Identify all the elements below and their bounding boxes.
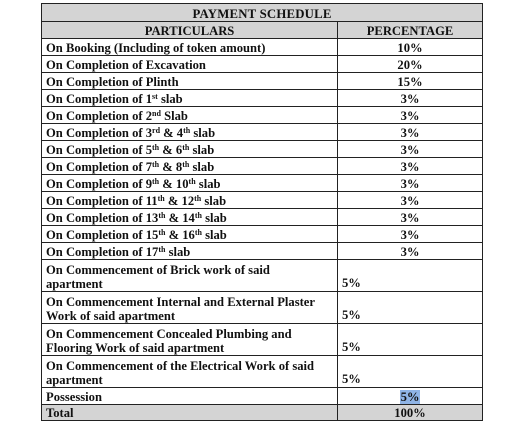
table-row: [42, 124, 483, 141]
percentage: 5%: [338, 260, 483, 292]
particular: On Completion of Plinth: [42, 73, 338, 90]
table-row: [42, 73, 483, 90]
percentage: 10%: [338, 39, 483, 56]
table-row: [42, 209, 483, 226]
particular: On Completion of 3rd & 4th slab: [42, 124, 338, 141]
percentage: 3%: [338, 192, 483, 209]
particular: On Completion of 17th slab: [42, 243, 338, 260]
payment-schedule: [41, 3, 482, 421]
particular: On Completion of 9th & 10th slab: [42, 175, 338, 192]
percentage: 3%: [338, 243, 483, 260]
particular: On Commencement Concealed Plumbing and Flooring Work of said apartment: [42, 324, 338, 356]
percentage: 3%: [338, 226, 483, 243]
particular: On Commencement of Brick work of said apartment: [42, 260, 338, 292]
table-row: [42, 107, 483, 124]
table-row: [42, 260, 483, 292]
total-percentage: 100%: [338, 405, 483, 421]
percentage: 3%: [338, 90, 483, 107]
table-row: [42, 56, 483, 73]
table-row: [42, 292, 483, 324]
percentage: 3%: [338, 141, 483, 158]
table-row: [42, 141, 483, 158]
table-row: [42, 192, 483, 209]
percentage: 5%: [338, 324, 483, 356]
percentage: 3%: [338, 158, 483, 175]
table-row: [42, 324, 483, 356]
particular: On Completion of Excavation: [42, 56, 338, 73]
percentage: 3%: [338, 124, 483, 141]
table-row: [42, 158, 483, 175]
table-row-possession: [42, 388, 483, 405]
particular: On Completion of 15th & 16th slab: [42, 226, 338, 243]
particular: On Booking (Including of token amount): [42, 39, 338, 56]
percentage: 3%: [338, 107, 483, 124]
particular: On Completion of 1st slab: [42, 90, 338, 107]
particular: Possession: [42, 388, 338, 405]
percentage: 5%: [338, 292, 483, 324]
particular: On Completion of 7th & 8th slab: [42, 158, 338, 175]
payment-schedule-table: [41, 3, 483, 421]
table-title-row: [42, 4, 483, 22]
percentage: 20%: [338, 56, 483, 73]
particular: On Completion of 11th & 12th slab: [42, 192, 338, 209]
percentage: 5%: [338, 356, 483, 388]
table-header-row: [42, 22, 483, 39]
particular: On Completion of 5th & 6th slab: [42, 141, 338, 158]
table-row: [42, 90, 483, 107]
table-row: [42, 39, 483, 56]
table-row: [42, 175, 483, 192]
percentage: [338, 388, 483, 405]
particular: On Completion of 13th & 14th slab: [42, 209, 338, 226]
table-row: [42, 356, 483, 388]
table-row: [42, 243, 483, 260]
header-percentage: PERCENTAGE: [338, 22, 483, 39]
total-label: Total: [42, 405, 338, 421]
header-particulars: PARTICULARS: [42, 22, 338, 39]
table-row: [42, 226, 483, 243]
particular: On Commencement of the Electrical Work of said apartment: [42, 356, 338, 388]
particular: On Completion of 2nd Slab: [42, 107, 338, 124]
particular: On Commencement Internal and External Plaster Work of said apartment: [42, 292, 338, 324]
percentage: 3%: [338, 209, 483, 226]
table-title: PAYMENT SCHEDULE: [42, 4, 483, 22]
selected-text[interactable]: 5%: [400, 390, 420, 404]
table-row-total: [42, 405, 483, 421]
percentage: 15%: [338, 73, 483, 90]
percentage: 3%: [338, 175, 483, 192]
